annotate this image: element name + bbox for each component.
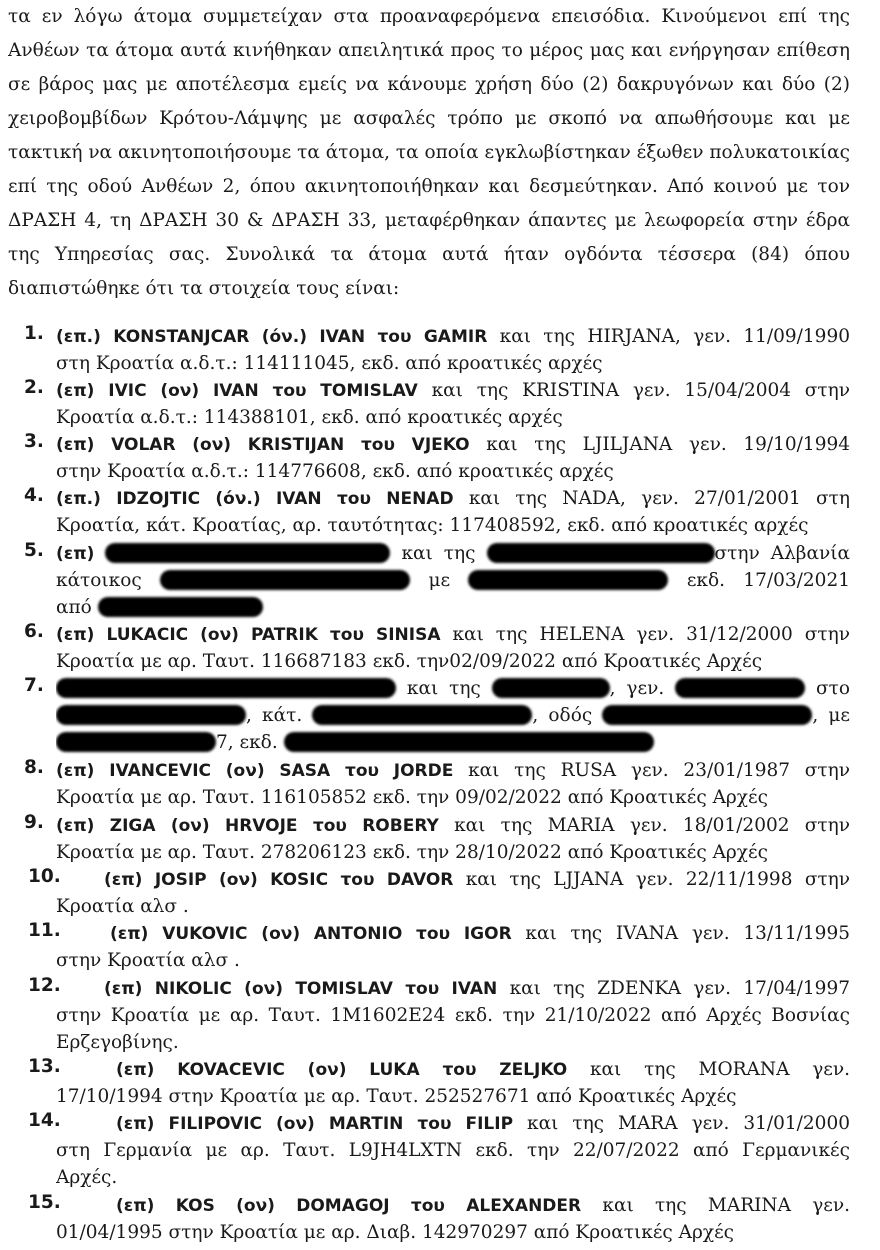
person-name: (επ.) IDZOJTIC (όν.) IVAN του NENAD xyxy=(56,489,454,509)
redaction-block xyxy=(675,678,805,698)
redaction-block xyxy=(160,570,410,590)
item-number: 7. xyxy=(24,675,44,696)
person-details: 7, εκδ. xyxy=(216,732,284,753)
person-details: , κάτ. xyxy=(246,705,313,726)
redaction-block xyxy=(468,570,668,590)
person-details: και της LJJANA γεν. 22/11/1998 στην xyxy=(453,869,850,890)
person-details: στο xyxy=(805,678,850,699)
person-details: , οδός xyxy=(532,705,603,726)
redaction-block xyxy=(487,543,715,563)
person-details-line: 17/10/1994 στην Κροατία με αρ. Ταυτ. 252527671 από Κροατικές Αρχές xyxy=(56,1086,737,1107)
item-number: 5. xyxy=(24,540,44,561)
redaction-block xyxy=(56,678,396,698)
person-details-line: Αρχές. xyxy=(56,1167,118,1188)
item-number: 9. xyxy=(24,812,44,833)
person-details: και της xyxy=(396,678,492,699)
person-details: στην Αλβανία xyxy=(714,543,850,564)
person-details-line: στην Κροατία με αρ. Ταυτ. 1M1602E24 εκδ. την 21/10/2022 από Αρχές Βοσνίας xyxy=(56,1005,850,1026)
person-name: (επ) VUKOVIC (ον) ANTONIO του IGOR xyxy=(110,924,512,944)
person-name: (επ) ZIGA (ον) HRVOJE του ROBERY xyxy=(56,816,439,836)
person-name: (επ) FILIPOVIC (ον) MARTIN του FILIP xyxy=(116,1114,514,1134)
person-name: (επ) IVIC (ον) IVAN του TOMISLAV xyxy=(56,381,418,401)
intro-line: επί της οδού Ανθέων 2, όπου ακινητοποιήθηκαν και δεσμεύτηκαν. Από κοινού με τον xyxy=(8,176,850,197)
item-number: 12. xyxy=(28,975,61,996)
redaction-block xyxy=(492,678,610,698)
person-name: (επ) JOSIP (ον) KOSIC του DAVOR xyxy=(104,870,454,890)
intro-line: σε βάρος μας με αποτέλεσμα εμείς να κάνουμε χρήση δύο (2) δακρυγόνων και δύο (2) xyxy=(8,74,850,95)
intro-line: τα εν λόγω άτομα συμμετείχαν στα προαναφερόμενα επεισόδια. Κινούμενοι επί της xyxy=(8,6,850,27)
person-name: (επ) xyxy=(56,544,95,564)
person-details-line: Κροατία με αρ. Ταυτ. 116687183 εκδ. την02/09/2022 από Κροατικές Αρχές xyxy=(56,651,763,672)
person-details: , γεν. xyxy=(609,678,676,699)
intro-line: ΔΡΑΣΗ 4, τη ΔΡΑΣΗ 30 & ΔΡΑΣΗ 33, μεταφέρθηκαν άπαντες με λεωφορεία στην έδρα xyxy=(8,210,850,231)
person-details: και της LJILJANA γεν. 19/10/1994 xyxy=(469,434,850,455)
person-name: (επ) VOLAR (ον) KRISTIJAN του VJEKO xyxy=(56,435,470,455)
person-details-line: στην Κροατία α.δ.τ.: 114776608, εκδ. από κροατικές αρχές xyxy=(56,461,614,482)
person-details: και της MARINA γεν. xyxy=(581,1195,850,1216)
person-details: και της HIRJANA, γεν. 11/09/1990 xyxy=(487,326,850,347)
item-number: 10. xyxy=(28,866,61,887)
person-details-line: Ερζεγοβίνης. xyxy=(56,1032,179,1053)
redaction-block xyxy=(98,597,263,617)
person-details: και της RUSA γεν. 23/01/1987 στην xyxy=(453,760,850,781)
redaction-block xyxy=(56,732,216,752)
person-name: (επ) IVANCEVIC (ον) SASA του JORDE xyxy=(56,761,454,781)
person-details-line: Κροατία α.δ.τ.: 114388101, εκδ. από κροατικές αρχές xyxy=(56,407,563,428)
person-details: από xyxy=(56,597,98,618)
item-number: 2. xyxy=(24,377,44,398)
person-details-line: στη Κροατία α.δ.τ.: 114111045, εκδ. από κροατικές αρχές xyxy=(56,353,603,374)
person-details: , με xyxy=(812,705,850,726)
redaction-block xyxy=(312,705,532,725)
person-details-line: 01/04/1995 στην Κροατία με αρ. Διαβ. 142970297 από Κροατικές Αρχές xyxy=(56,1222,735,1243)
redaction-block xyxy=(284,732,654,752)
intro-line: χειροβομβίδων Κρότου-Λάμψης με ασφαλές τρόπο με σκοπό να απωθήσουμε και με xyxy=(8,108,850,129)
redaction-block xyxy=(602,705,812,725)
item-number: 3. xyxy=(24,431,44,452)
item-number: 13. xyxy=(28,1056,61,1077)
person-name: (επ.) KONSTANJCAR (όν.) IVAN του GAMIR xyxy=(56,327,488,347)
item-number: 14. xyxy=(28,1110,61,1131)
person-name: (επ) LUKACIC (ον) PATRIK του SINISA xyxy=(56,625,441,645)
item-number: 11. xyxy=(28,920,61,941)
redaction-block xyxy=(105,543,390,563)
person-details-line: Κροατία με αρ. Ταυτ. 278206123 εκδ. την 28/10/2022 από Κροατικές Αρχές xyxy=(56,842,768,863)
person-details: και της MORANA γεν. xyxy=(567,1059,850,1080)
intro-line: τακτική να ακινητοποιήσουμε τα άτομα, τα οποία εγκλωβίστηκαν έξωθεν πολυκατοικίας xyxy=(8,142,850,163)
person-details: και της IVANA γεν. 13/11/1995 xyxy=(511,923,850,944)
intro-line: της Υπηρεσίας σας. Συνολικά τα άτομα αυτά ήταν ογδόντα τέσσερα (84) όπου xyxy=(8,244,850,265)
item-number: 1. xyxy=(24,323,44,344)
person-details-line: Κροατία με αρ. Ταυτ. 116105852 εκδ. την 09/02/2022 από Κροατικές Αρχές xyxy=(56,787,768,808)
item-number: 15. xyxy=(28,1192,61,1213)
item-number: 6. xyxy=(24,621,44,642)
person-details: και της MARIA γεν. 18/01/2002 στην xyxy=(438,815,850,836)
person-details-line: Κροατία, κάτ. Κροατίας, αρ. ταυτότητας: 117408592, εκδ. από κροατικές αρχές xyxy=(56,515,809,536)
person-name: (επ) KOS (ον) DOMAGOJ του ALEXANDER xyxy=(116,1196,582,1216)
person-name: (επ) NIKOLIC (ον) TOMISLAV του IVAN xyxy=(104,979,498,999)
intro-line: Ανθέων τα άτομα αυτά κινήθηκαν απειλητικά προς το μέρος μας και ενήργησαν επίθεση xyxy=(8,40,850,61)
person-details-line: Κροατία αλσ . xyxy=(56,896,189,917)
person-details-line: στην Κροατία αλσ . xyxy=(56,950,240,971)
person-details: και της HELENA γεν. 31/12/2000 στην xyxy=(440,624,850,645)
item-number: 4. xyxy=(24,485,44,506)
intro-line: διαπιστώθηκε ότι τα στοιχεία τους είναι: xyxy=(8,278,400,299)
intro-paragraph xyxy=(8,0,850,306)
person-details: και της NADA, γεν. 27/01/2001 στη xyxy=(453,488,850,509)
person-name: (επ) KOVACEVIC (ον) LUKA του ZELJKO xyxy=(116,1060,568,1080)
person-details: εκδ. 17/03/2021 xyxy=(668,570,850,591)
person-details: και της ZDENKA γεν. 17/04/1997 xyxy=(497,978,850,999)
person-details: κάτοικος xyxy=(56,570,161,591)
item-number: 8. xyxy=(24,757,44,778)
person-details: και της xyxy=(390,543,487,564)
redaction-block xyxy=(56,705,246,725)
person-details: με xyxy=(410,570,469,591)
person-details: και της KRISTINA γεν. 15/04/2004 στην xyxy=(417,380,850,401)
person-details: και της MARA γεν. 31/01/2000 xyxy=(513,1113,850,1134)
person-details-line: στη Γερμανία με αρ. Ταυτ. L9JH4LXTN εκδ. την 22/07/2022 από Γερμανικές xyxy=(56,1140,850,1161)
